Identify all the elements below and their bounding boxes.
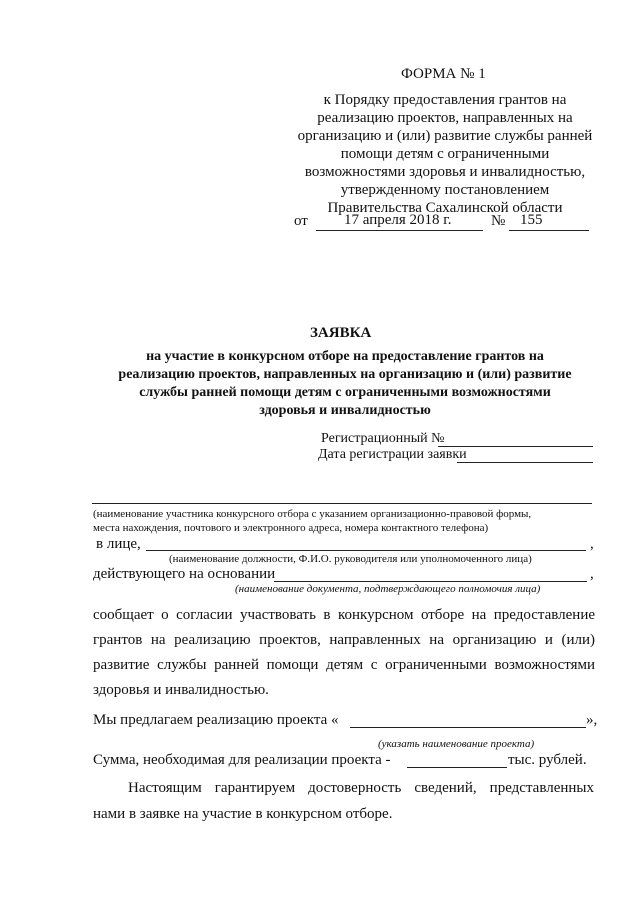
participant-hint: места нахождения, почтового и электронного адреса, номера контактного телефона) [93, 522, 489, 534]
sum-unit: тыс. рублей. [508, 752, 587, 768]
form-title: ФОРМА № 1 [401, 66, 486, 82]
header-line: реализацию проектов, направленных на [317, 110, 573, 126]
participant-hint: (наименование участника конкурсного отбора с указанием организационно-правовой формы, [93, 508, 532, 520]
basis-comma: , [590, 566, 594, 582]
application-heading: ЗАЯВКА [310, 325, 372, 341]
registration-date-line [457, 462, 593, 463]
consent-paragraph [93, 603, 595, 703]
number-underline [509, 230, 589, 231]
paragraph-line: развитие службы ранней помощи детям с ограниченными возможностями [93, 657, 595, 673]
paragraph-line: грантов на реализацию проектов, направленных на организацию и (или) [93, 632, 595, 648]
project-hint: (указать наименование проекта) [378, 738, 535, 750]
date-underline [316, 230, 483, 231]
participant-line [92, 503, 592, 504]
guarantee-line: Настоящим гарантируем достоверность сведений, представленных [128, 780, 594, 796]
subtitle-line: службы ранней помощи детям с ограниченными возможностями [139, 385, 551, 400]
from-label: от [294, 213, 308, 229]
header-line: возможностями здоровья и инвалидностью, [304, 164, 586, 180]
in-person-label: в лице, [96, 536, 141, 552]
subtitle-line: на участие в конкурсном отборе на предоставление грантов на [146, 349, 544, 364]
paragraph-line: здоровья и инвалидностью. [93, 682, 269, 698]
person-hint: (наименование должности, Ф.И.О. руководителя или уполномоченного лица) [169, 553, 532, 565]
header-line: утвержденному постановлением [340, 182, 550, 198]
subtitle-line: реализацию проектов, направленных на организацию и (или) развитие [118, 367, 572, 382]
guarantee-line: нами в заявке на участие в конкурсном отборе. [93, 806, 393, 822]
basis-hint: (наименование документа, подтверждающего полномочия лица) [235, 583, 541, 595]
subtitle-line: здоровья и инвалидностью [259, 403, 431, 418]
project-line [350, 727, 586, 728]
header-lines [280, 91, 610, 217]
basis-label: действующего на основании [93, 566, 276, 582]
header-line: помощи детям с ограниченными [340, 146, 550, 162]
project-close: », [586, 712, 598, 728]
number-value: 155 [520, 212, 543, 228]
header-line: Правительства Сахалинской области [327, 200, 563, 216]
in-person-line [146, 550, 586, 551]
registration-number-label: Регистрационный № [321, 431, 445, 446]
header-line: к Порядку предоставления грантов на [323, 92, 567, 108]
application-subtitle [80, 348, 610, 420]
basis-line [274, 581, 587, 582]
number-label: № [491, 213, 506, 229]
header-line: организацию и (или) развитие службы ранней [297, 128, 593, 144]
project-label: Мы предлагаем реализацию проекта « [93, 712, 339, 728]
sum-label: Сумма, необходимая для реализации проекта - [93, 752, 391, 768]
date-value: 17 апреля 2018 г. [344, 212, 452, 228]
in-person-comma: , [590, 536, 594, 552]
sum-line [407, 767, 507, 768]
paragraph-line: сообщает о согласии участвовать в конкурсном отборе на предоставление [93, 607, 595, 623]
registration-date-label: Дата регистрации заявки [318, 447, 467, 462]
